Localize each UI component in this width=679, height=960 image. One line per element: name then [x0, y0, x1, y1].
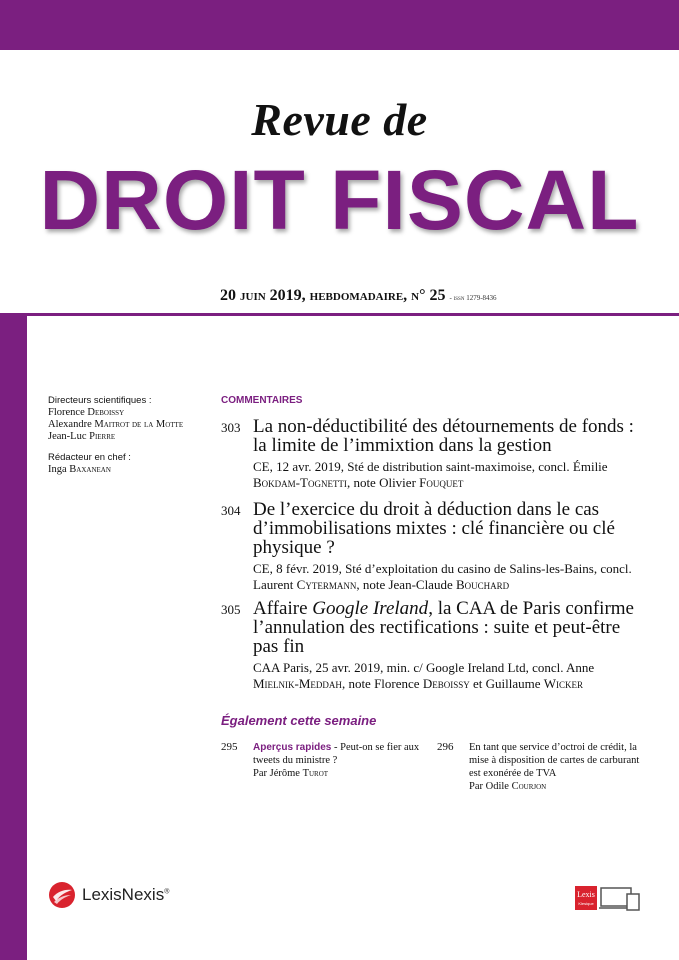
brief-295[interactable] [221, 741, 426, 780]
director-name: Florence Deboissy [48, 407, 125, 418]
editorial-board [48, 395, 223, 476]
article-reference: CAA Paris, 25 avr. 2019, min. c/ Google Ireland Ltd, concl. Anne Mielnik-Meddah, note Florence Deboissy et Guillaume Wicker [253, 660, 595, 691]
article-number: 305 [221, 602, 241, 617]
issue-line [220, 287, 497, 305]
header-rule [0, 313, 679, 316]
lexisnexis-logo-icon [48, 881, 76, 909]
left-color-band [0, 315, 27, 960]
brief-number: 296 [437, 741, 454, 753]
section-title-commentaires: COMMENTAIRES [221, 395, 303, 406]
issue-date-number: 20 juin 2019, hebdomadaire, n° 25 [220, 287, 446, 304]
article-reference: CE, 12 avr. 2019, Sté de distribution saint-maximoise, concl. Émilie Bokdam-Tognetti, note Olivier Fouquet [253, 459, 608, 490]
lexisnexis-logo [48, 880, 169, 910]
masthead-revue-de: Revue de [251, 94, 428, 145]
article-303[interactable] [221, 417, 641, 491]
also-this-week-title: Également cette semaine [221, 713, 377, 728]
editor-name: Inga Baxanean [48, 464, 111, 475]
lexis-badge [575, 884, 641, 917]
lexisnexis-logo-text: LexisNexis® [82, 885, 170, 904]
devices-icon [575, 884, 641, 912]
brief-296[interactable] [437, 741, 642, 793]
article-title[interactable]: De l’exercice du droit à déduction dans le cas d’immobilisations mixtes : clé financière ou clé physique ? [253, 499, 615, 558]
article-title[interactable]: Affaire Google Ireland, la CAA de Paris confirme l’annulation des rectifications : suite et peut-être pas fin [253, 598, 634, 657]
directors-label: Directeurs scientifiques : [48, 395, 152, 406]
article-305[interactable] [221, 599, 641, 692]
article-number: 304 [221, 503, 241, 518]
article-304[interactable] [221, 500, 641, 593]
brief-text[interactable]: En tant que service d’octroi de crédit, la mise à disposition de cartes de carburant est exonérée de TVA Par Odile Courjon [469, 742, 640, 792]
top-color-band [0, 0, 679, 50]
badge-text-line2: Klesique [578, 901, 594, 906]
brief-text[interactable]: Aperçus rapides - Peut-on se fier aux tweets du ministre ? Par Jérôme Turot [253, 742, 420, 779]
masthead-droit-fiscal: DROIT FISCAL [39, 153, 640, 247]
issn: - issn 1279-8436 [449, 294, 497, 302]
director-name: Alexandre Maitrot de la Motte [48, 419, 184, 430]
brief-number: 295 [221, 741, 238, 753]
article-reference: CE, 8 févr. 2019, Sté d’exploitation du casino de Salins-les-Bains, concl. Laurent Cytermann, note Jean-Claude Bouchard [253, 561, 632, 592]
editor-label: Rédacteur en chef : [48, 452, 131, 463]
article-number: 303 [221, 420, 241, 435]
badge-text-line1: Lexis [577, 890, 595, 899]
article-title[interactable]: La non-déductibilité des détournements de fonds : la limite de l’immixtion dans la gestion [253, 416, 634, 456]
director-name: Jean-Luc Pierre [48, 431, 116, 442]
